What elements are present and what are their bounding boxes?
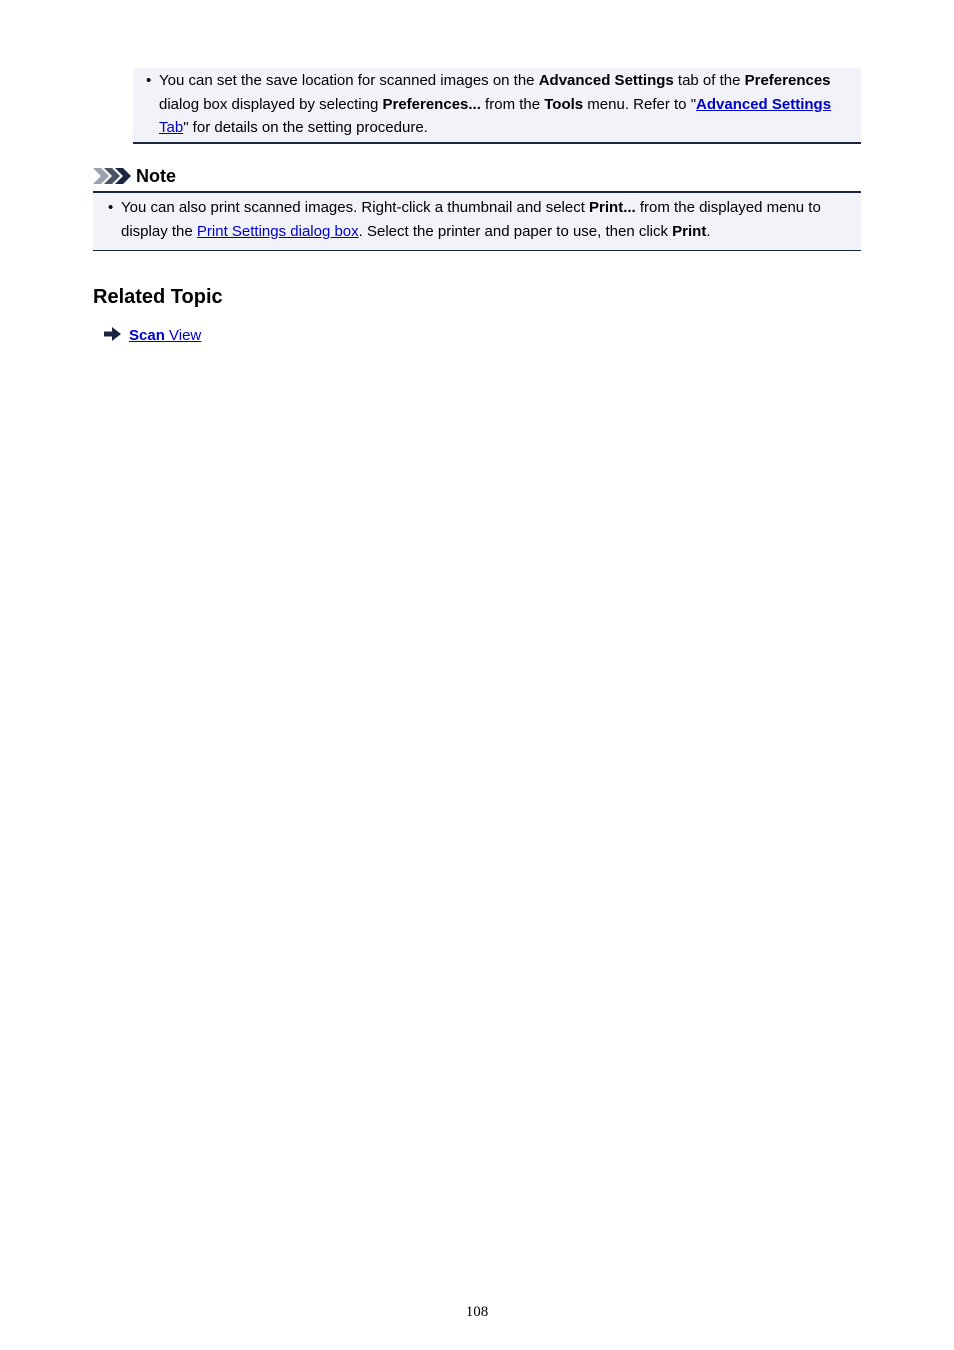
note-bullet-item bbox=[108, 196, 856, 243]
info-bullet-item bbox=[146, 69, 839, 140]
info-text: " for details on the setting procedure. bbox=[183, 119, 428, 136]
link-bold-part: Scan bbox=[129, 327, 165, 344]
scan-view-link[interactable] bbox=[129, 327, 201, 344]
note-chevrons-icon bbox=[93, 168, 133, 184]
info-text: dialog box displayed by selecting bbox=[159, 95, 383, 113]
info-bold-tools: Tools bbox=[544, 95, 584, 113]
note-body bbox=[93, 193, 861, 251]
info-text: You can set the save location for scanned images on the bbox=[159, 72, 539, 89]
arrow-right-icon bbox=[104, 327, 121, 341]
info-bold-preferences-menu: Preferences... bbox=[382, 95, 481, 113]
note-header bbox=[93, 165, 861, 193]
link-rest-part: Tab bbox=[159, 119, 184, 136]
info-bold-preferences: Preferences bbox=[744, 72, 831, 89]
note-bold-print: Print bbox=[672, 222, 707, 240]
note-title: Note bbox=[136, 166, 176, 186]
bullet-dot: • bbox=[108, 199, 114, 216]
note-text: . Select the printer and paper to use, then click bbox=[358, 222, 673, 240]
related-topic-heading: Related Topic bbox=[93, 286, 223, 308]
info-box bbox=[133, 68, 861, 144]
info-text: tab of the bbox=[673, 72, 745, 89]
info-bold-advanced-settings: Advanced Settings bbox=[538, 72, 674, 89]
print-settings-dialog-link[interactable]: Print Settings dialog box bbox=[196, 222, 359, 240]
note-text: . bbox=[706, 222, 711, 240]
note-bold-print-menu: Print... bbox=[589, 199, 636, 216]
note-text: You can also print scanned images. Right-click a thumbnail and select bbox=[121, 199, 590, 216]
info-text: menu. Refer to " bbox=[583, 95, 697, 113]
bullet-dot: • bbox=[146, 72, 152, 89]
note-text: from the displayed menu to display the bbox=[121, 199, 821, 240]
info-text: from the bbox=[480, 95, 545, 113]
link-bold-part: Advanced Settings bbox=[696, 95, 832, 113]
related-link-row bbox=[104, 325, 201, 347]
link-rest-part: View bbox=[164, 327, 202, 344]
page-number: 108 bbox=[465, 1304, 489, 1320]
